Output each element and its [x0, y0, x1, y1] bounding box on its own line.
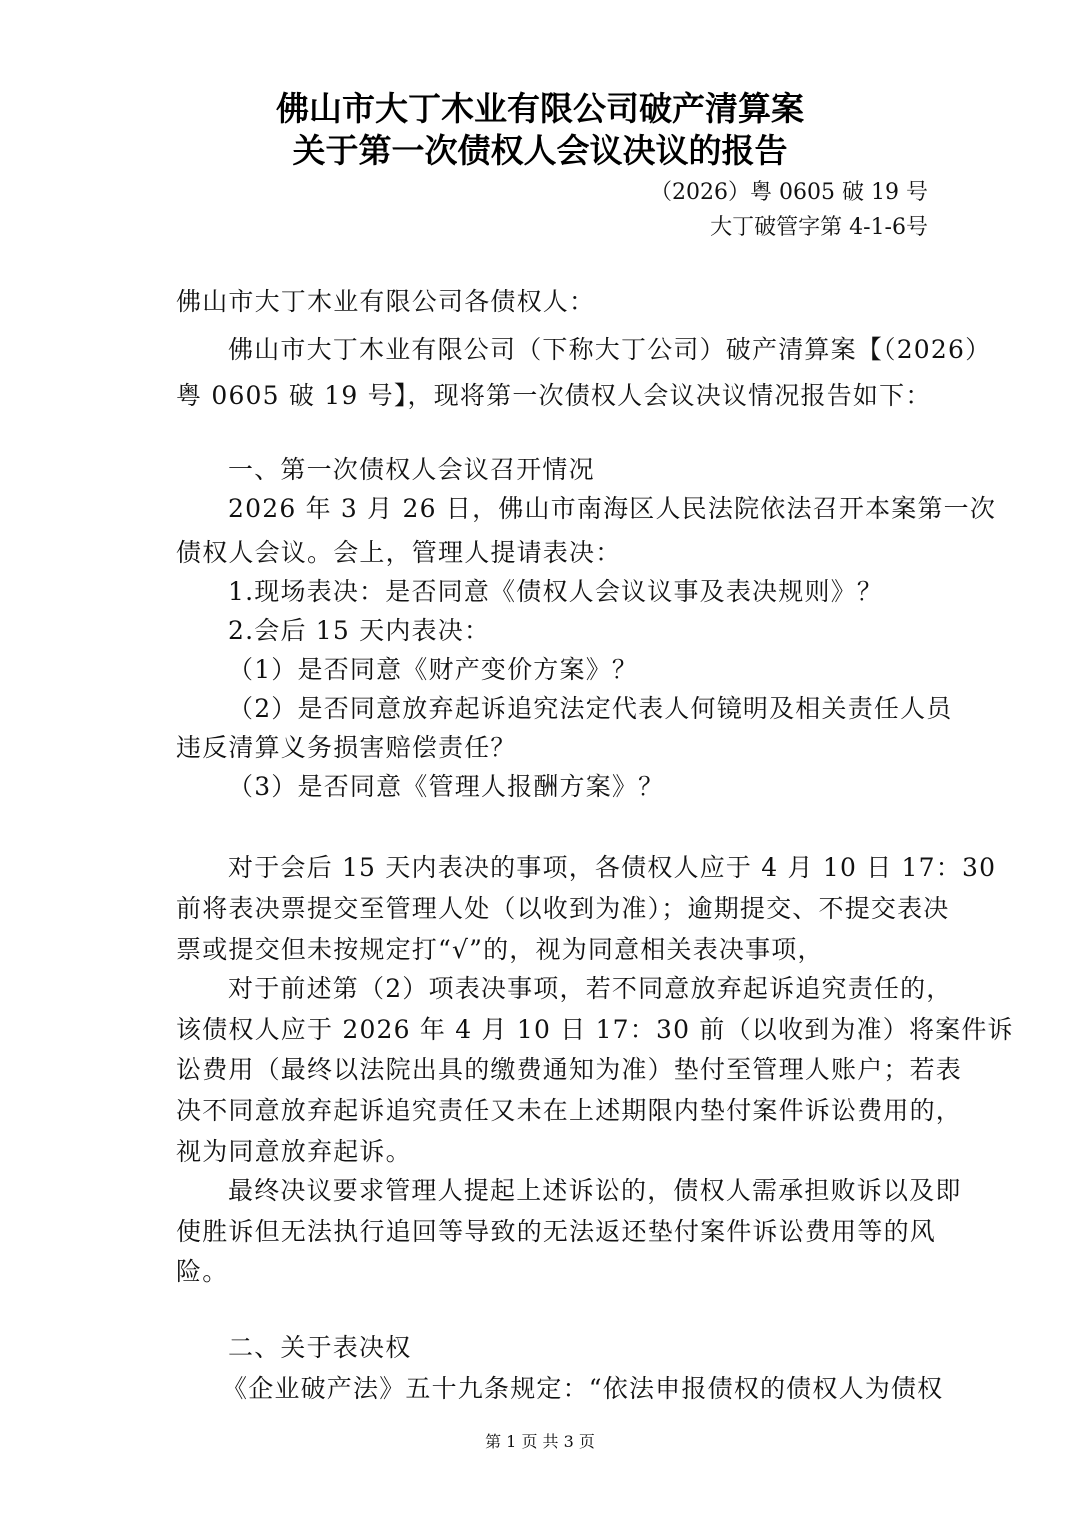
paragraph-line: 决不同意放弃起诉追究责任又未在上述期限内垫付案件诉讼费用的， — [176, 1096, 963, 1125]
paragraph-line: 前将表决票提交至管理人处（以收到为准）；逾期提交、不提交表决 — [176, 894, 950, 923]
document-number: 大丁破管字第 4-1-6号 — [710, 215, 928, 240]
case-number: （2026）粤 0605 破 19 号 — [650, 180, 928, 205]
paragraph-line: 该债权人应于 2026 年 4 月 10 日 17：30 前（以收到为准）将案件诉 — [176, 1015, 1014, 1044]
salutation: 佛山市大丁木业有限公司各债权人： — [176, 287, 596, 316]
page-footer: 第 1 页 共 3 页 — [485, 1432, 595, 1451]
paragraph-line: 债权人会议。会上，管理人提请表决： — [176, 538, 622, 567]
paragraph-line: 违反清算义务损害赔偿责任？ — [176, 733, 517, 762]
paragraph-line: 《企业破产法》五十九条规定：“依法申报债权的债权人为债权 — [222, 1374, 944, 1403]
paragraph-line: 佛山市大丁木业有限公司（下称大丁公司）破产清算案【（2026） — [228, 335, 992, 364]
paragraph-line: 对于前述第（2）项表决事项，若不同意放弃起诉追究责任的， — [228, 974, 953, 1003]
paragraph-line: 对于会后 15 天内表决的事项，各债权人应于 4 月 10 日 17：30 — [228, 853, 997, 882]
vote-sub-item-1: （1）是否同意《财产变价方案》？ — [228, 655, 639, 684]
paragraph-line: 险。 — [176, 1257, 229, 1286]
title-line-1: 佛山市大丁木业有限公司破产清算案 — [276, 89, 804, 128]
section-1-heading: 一、第一次债权人会议召开情况 — [228, 455, 595, 484]
title-line-2: 关于第一次债权人会议决议的报告 — [292, 131, 788, 170]
paragraph-line: 讼费用（最终以法院出具的缴费通知为准）垫付至管理人账户；若表 — [176, 1055, 963, 1084]
paragraph-line: （2）是否同意放弃起诉追究法定代表人何镜明及相关责任人员 — [228, 694, 953, 723]
vote-item-2: 2.会后 15 天内表决： — [228, 616, 491, 645]
vote-sub-item-3: （3）是否同意《管理人报酬方案》？ — [228, 772, 665, 801]
paragraph-line: 使胜诉但无法执行追回等导致的无法返还垫付案件诉讼费用等的风 — [176, 1217, 936, 1246]
paragraph-line: 粤 0605 破 19 号】，现将第一次债权人会议决议情况报告如下： — [176, 381, 932, 410]
paragraph-line: 2026 年 3 月 26 日，佛山市南海区人民法院依法召开本案第一次 — [228, 494, 997, 523]
paragraph-line: 最终决议要求管理人提起上述诉讼的，债权人需承担败诉以及即 — [228, 1176, 962, 1205]
section-2-heading: 二、关于表决权 — [228, 1333, 412, 1362]
paragraph-line: 视为同意放弃起诉。 — [176, 1137, 412, 1166]
paragraph-line: 票或提交但未按规定打“√”的，视为同意相关表决事项， — [176, 935, 824, 964]
vote-item-1: 1.现场表决：是否同意《债权人会议议事及表决规则》？ — [228, 577, 884, 606]
